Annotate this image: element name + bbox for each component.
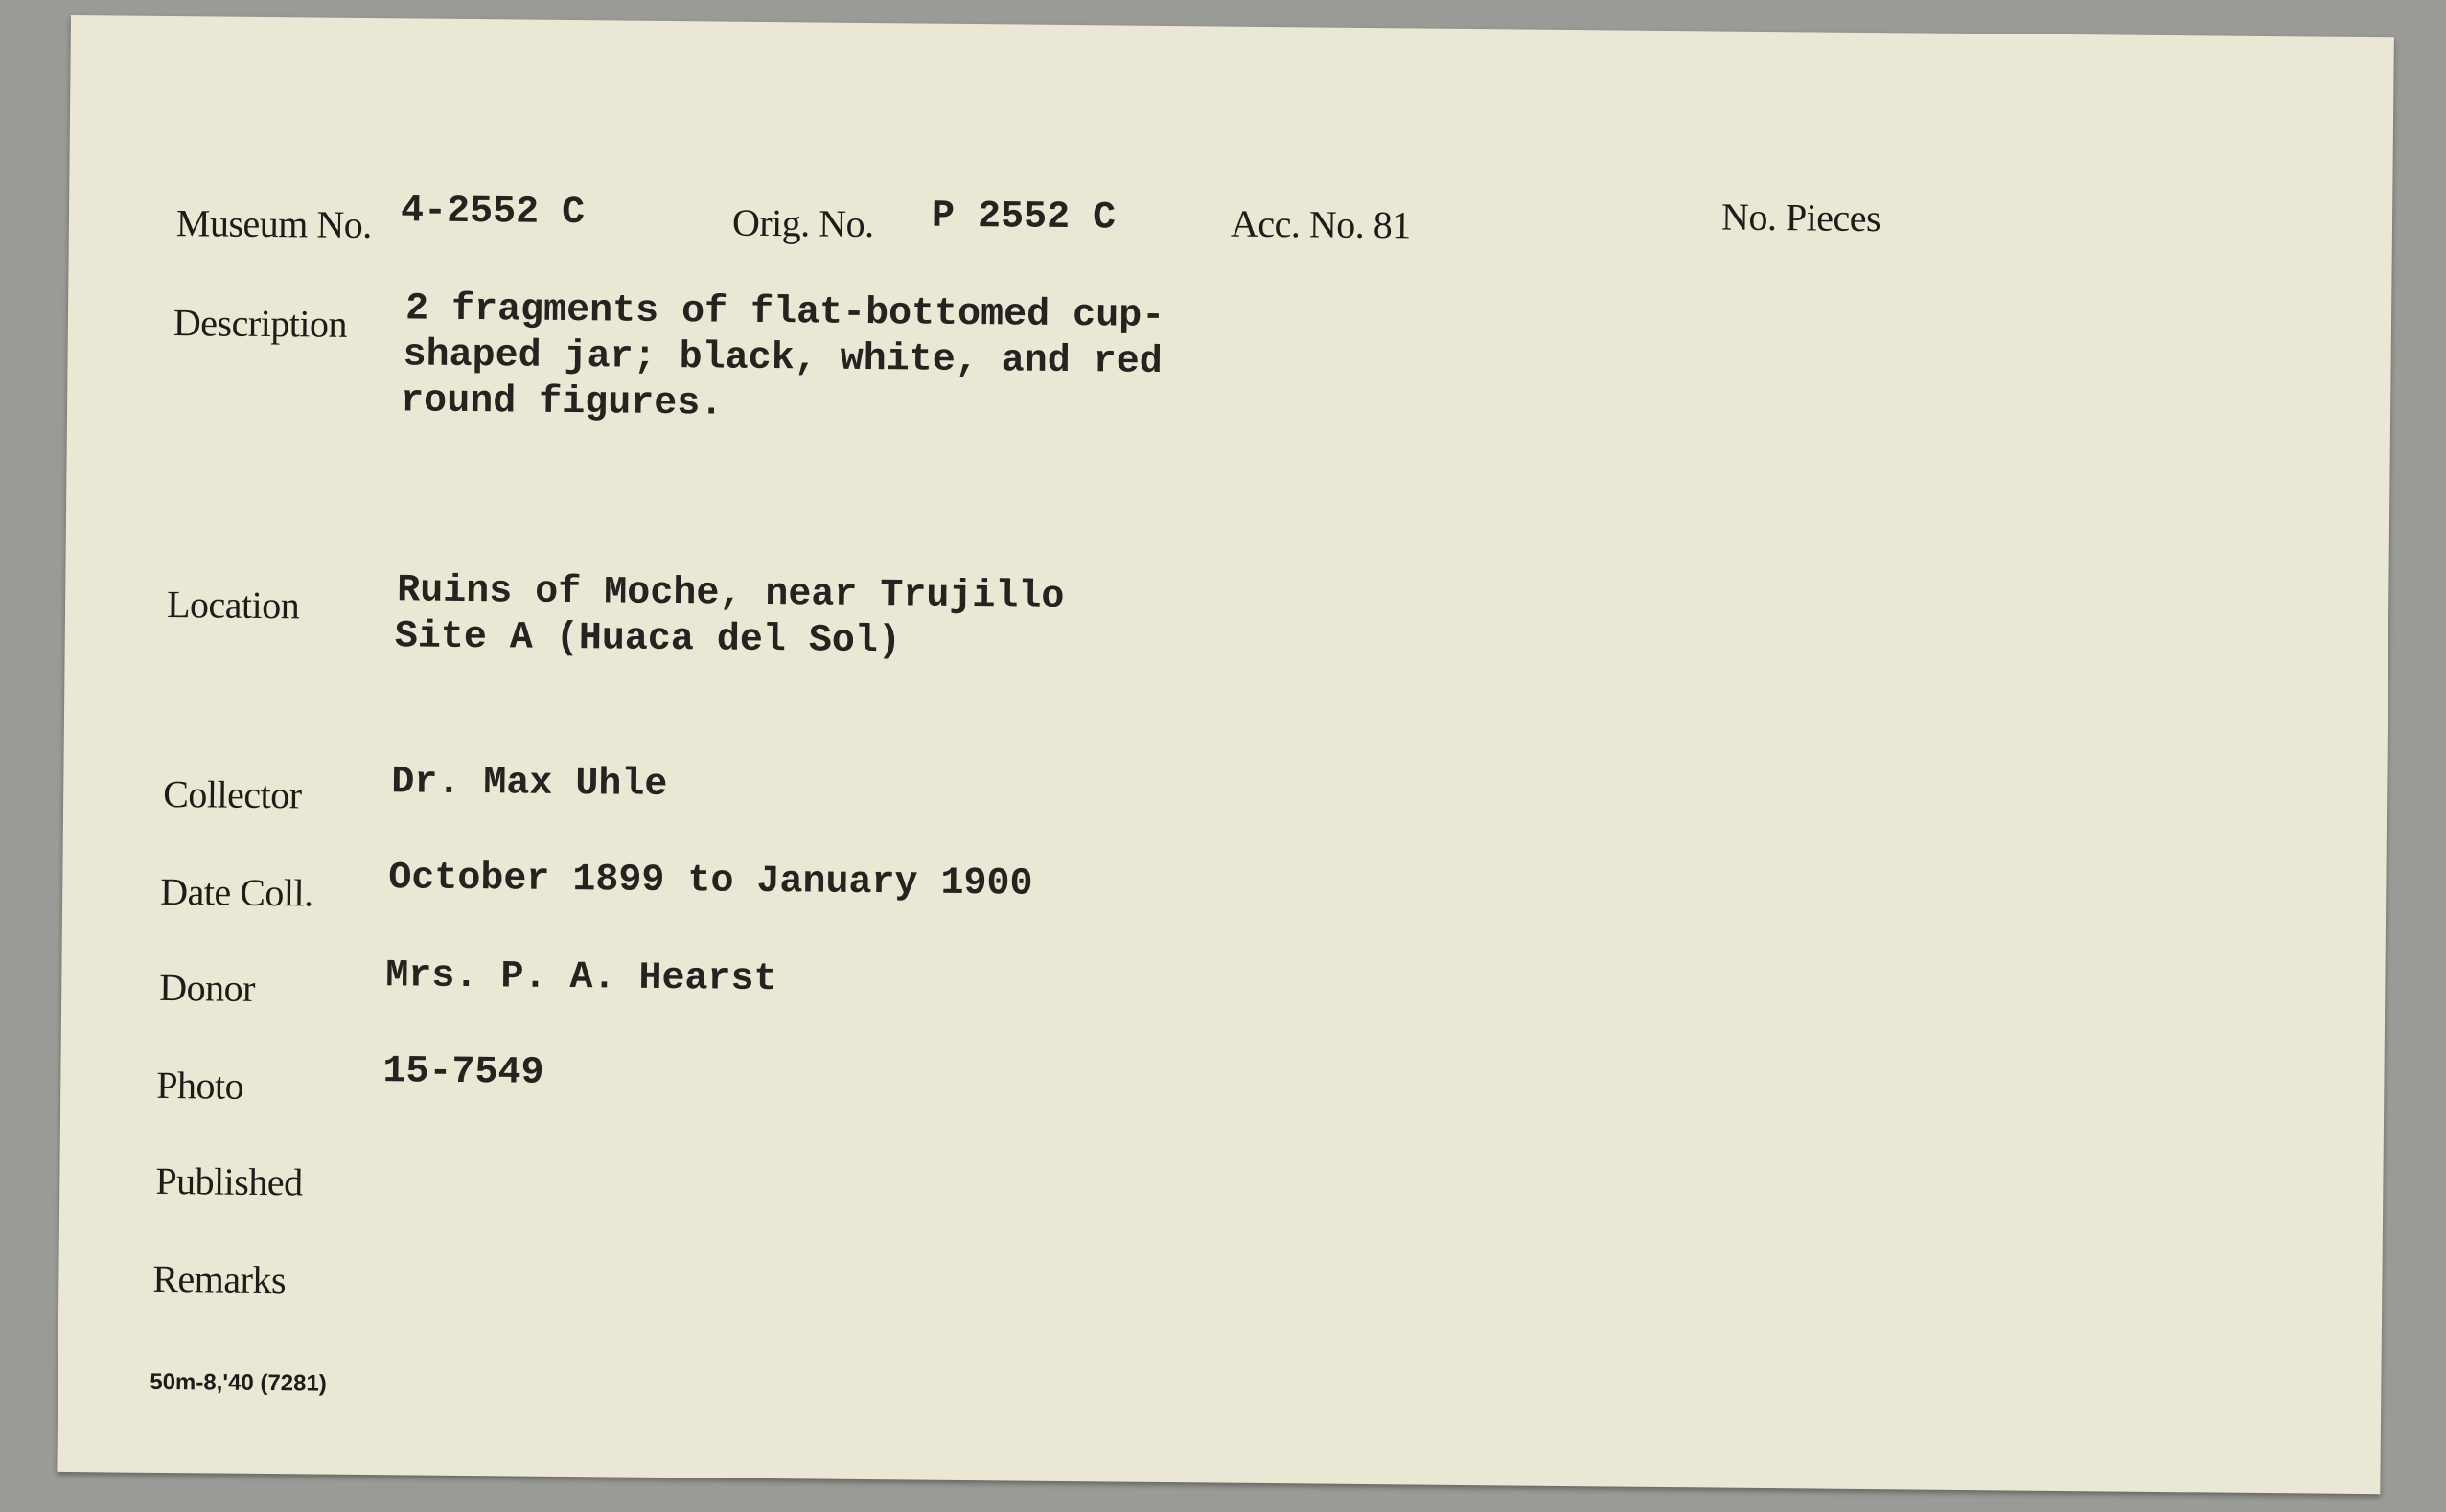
form-code: 50m-8,'40 (7281) bbox=[150, 1368, 327, 1397]
collector-value: Dr. Max Uhle bbox=[391, 761, 668, 808]
acc-no-label: Acc. No. 81 bbox=[1230, 201, 1411, 247]
description-label: Description bbox=[173, 301, 348, 346]
orig-no-value: P 2552 C bbox=[931, 195, 1117, 241]
date-coll-label: Date Coll. bbox=[160, 869, 313, 915]
donor-value: Mrs. P. A. Hearst bbox=[385, 954, 777, 1002]
catalog-card bbox=[57, 15, 2393, 1494]
museum-no-label: Museum No. bbox=[175, 201, 373, 247]
description-line: round figures. bbox=[400, 379, 724, 426]
photo-value: 15-7549 bbox=[382, 1050, 544, 1095]
published-label: Published bbox=[155, 1158, 303, 1204]
collector-label: Collector bbox=[162, 771, 302, 817]
donor-label: Donor bbox=[159, 965, 256, 1010]
location-label: Location bbox=[166, 582, 300, 628]
location-line: Site A (Huaca del Sol) bbox=[394, 615, 902, 664]
photo-label: Photo bbox=[156, 1063, 244, 1108]
location-line: Ruins of Moche, near Trujillo bbox=[397, 569, 1065, 619]
no-pieces-label: No. Pieces bbox=[1720, 195, 1881, 241]
date-coll-value: October 1899 to January 1900 bbox=[388, 857, 1033, 906]
description-line: 2 fragments of flat-bottomed cup- bbox=[404, 287, 1165, 338]
remarks-label: Remarks bbox=[152, 1256, 287, 1302]
description-line: shaped jar; black, white, and red bbox=[403, 333, 1163, 384]
orig-no-label: Orig. No. bbox=[731, 200, 874, 246]
museum-no-value: 4-2552 C bbox=[400, 190, 586, 236]
